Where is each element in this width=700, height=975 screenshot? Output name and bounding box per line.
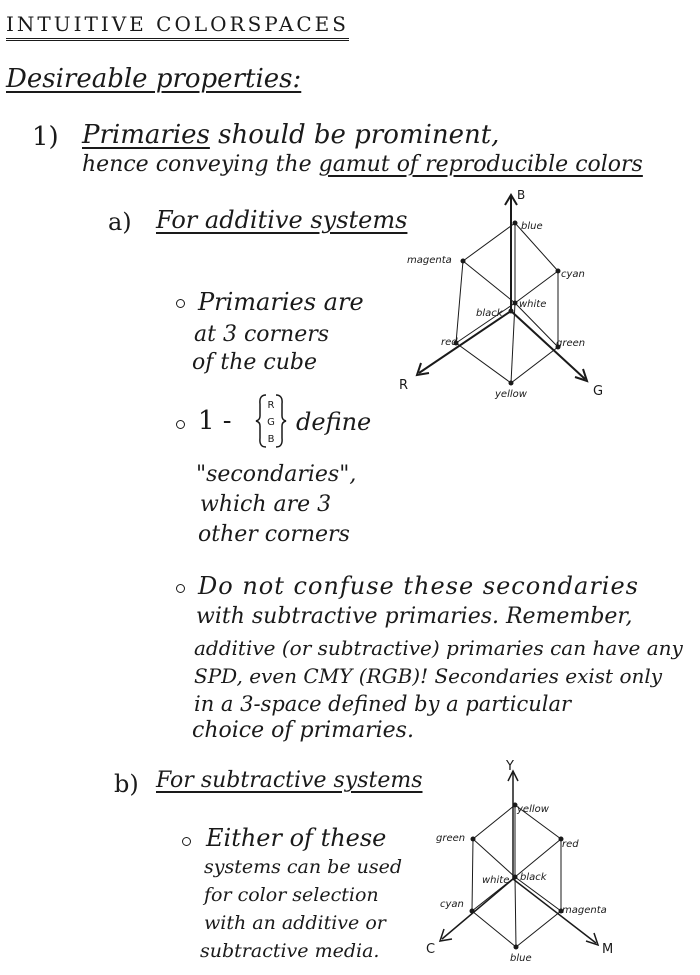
- section-b-label: b): [114, 770, 139, 798]
- label-cyan: cyan: [561, 269, 585, 280]
- section-a-title: For additive systems: [156, 206, 408, 234]
- item-1-number: 1): [32, 122, 59, 152]
- rgb-cube-diagram: [395, 183, 625, 408]
- b-bullet-1-line-4: with an additive or: [204, 912, 386, 934]
- axis-r-line: [419, 311, 511, 373]
- primaries-term: Primaries: [82, 120, 210, 150]
- a-bullet-2-line-3: which are 3: [200, 492, 332, 517]
- label-green: green: [436, 833, 466, 844]
- a-bullet-3-line-4: SPD, even CMY (RGB)! Secondaries exist only: [194, 664, 663, 688]
- a-bullet-2-suffix: define: [296, 408, 372, 436]
- a-bullet-1-line-1: Primaries are: [198, 288, 364, 316]
- axis-b-label: B: [517, 188, 526, 202]
- b-bullet-1-line-5: subtractive media.: [200, 940, 380, 962]
- section-a-label: a): [108, 208, 132, 236]
- a-bullet-3-line-1: Do not confuse these secondaries: [198, 572, 639, 600]
- item-1-line-2-start: hence conveying the: [82, 152, 312, 177]
- label-black: black: [520, 872, 547, 883]
- a-bullet-3-line-3: additive (or subtractive) primaries can have any: [194, 636, 683, 660]
- cmy-cube-diagram: [420, 755, 635, 973]
- axis-y-label: Y: [506, 759, 514, 774]
- bullet-dot: [176, 420, 185, 429]
- label-red: red: [441, 337, 458, 348]
- a-bullet-2-line-2: "secondaries",: [196, 462, 357, 487]
- a-bullet-2-line-4: other corners: [198, 522, 350, 547]
- a-bullet-3-line-6: choice of primaries.: [192, 718, 414, 743]
- section-b-title: For subtractive systems: [156, 768, 423, 793]
- axis-r-label: R: [399, 378, 409, 393]
- bullet-dot: [176, 299, 185, 308]
- page-title: INTUITIVE COLORSPACES: [6, 12, 349, 41]
- label-red: red: [562, 839, 579, 850]
- matrix-b: B: [267, 434, 275, 445]
- a-bullet-3-line-5: in a 3-space defined by a particular: [194, 692, 572, 716]
- axis-c-label: C: [426, 942, 436, 957]
- label-blue: blue: [510, 953, 532, 964]
- a-bullet-3-line-2: with subtractive primaries. Remember,: [196, 604, 633, 629]
- label-black: black: [476, 308, 503, 319]
- label-blue: blue: [521, 221, 543, 232]
- gamut-phrase: gamut of reproducible colors: [318, 152, 643, 177]
- bullet-dot: [182, 837, 191, 846]
- b-bullet-1-line-3: for color selection: [204, 884, 379, 906]
- label-green: green: [556, 338, 586, 349]
- label-white: white: [482, 875, 510, 886]
- bullet-dot: [176, 584, 185, 593]
- matrix-r: R: [267, 400, 275, 411]
- label-white: white: [519, 299, 547, 310]
- rgb-column-vector: [254, 392, 288, 450]
- item-1-line-1-rest: should be prominent,: [218, 120, 500, 150]
- a-bullet-1-line-2: at 3 corners: [194, 322, 330, 347]
- b-bullet-1-line-1: Either of these: [206, 824, 387, 852]
- matrix-g: G: [267, 417, 275, 428]
- label-magenta: magenta: [407, 255, 452, 266]
- label-yellow: yellow: [495, 389, 527, 400]
- axis-m-label: M: [602, 942, 614, 957]
- label-cyan: cyan: [440, 899, 464, 910]
- axis-g-label: G: [593, 384, 604, 399]
- item-1-line-1: [82, 120, 499, 150]
- a-bullet-2-prefix: 1 -: [198, 406, 232, 436]
- item-1-line-2: [82, 152, 643, 177]
- b-bullet-1-line-2: systems can be used: [204, 856, 403, 878]
- label-yellow: yellow: [517, 804, 549, 815]
- a-bullet-1-line-3: of the cube: [192, 350, 317, 375]
- section-heading: Desireable properties:: [6, 64, 302, 94]
- label-magenta: magenta: [562, 905, 607, 916]
